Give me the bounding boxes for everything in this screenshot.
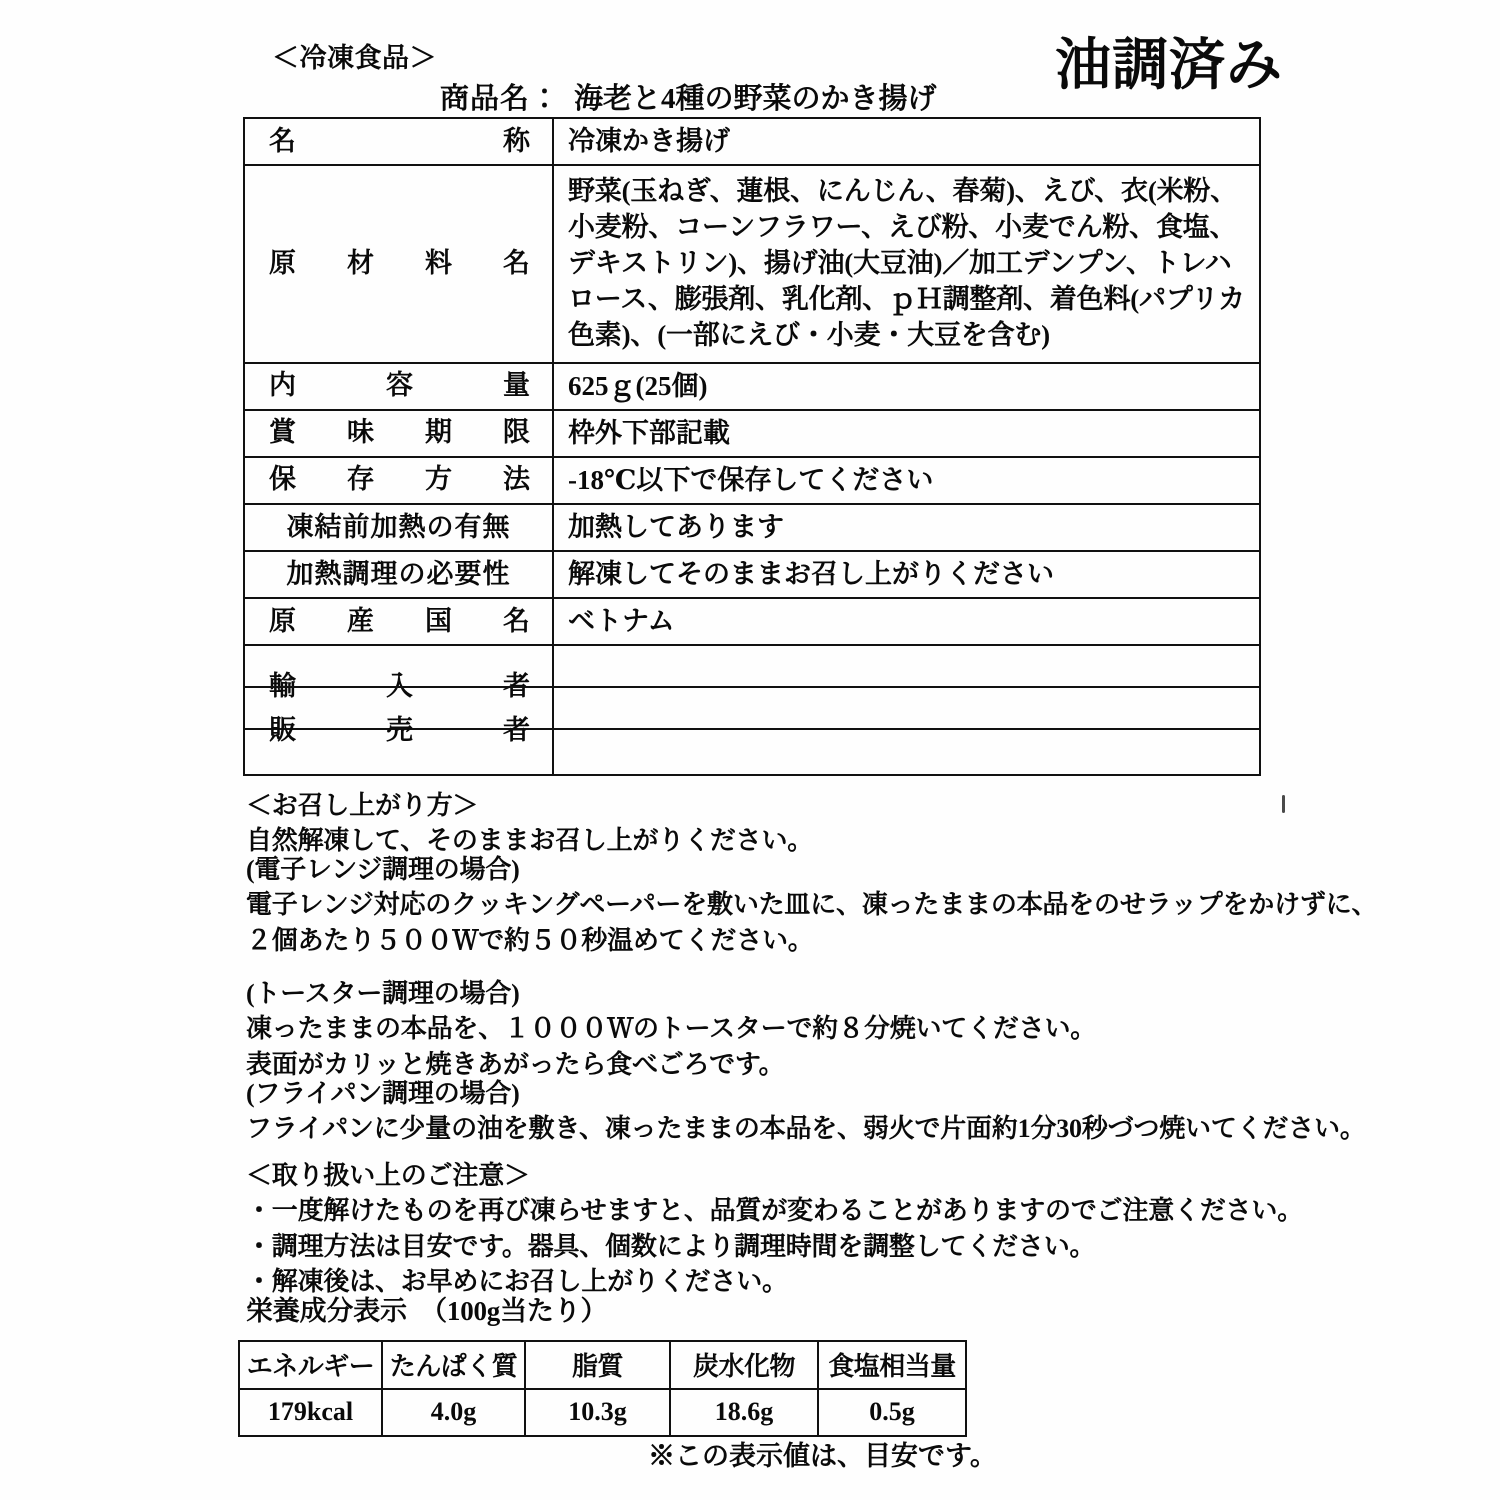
toaster-heading: (トースター調理の場合) (246, 979, 520, 1008)
microwave-block (246, 852, 1377, 958)
table-row (244, 598, 1260, 645)
nutrition-header-carbohydrate: 炭水化物 (670, 1341, 818, 1389)
spec-value-seller (554, 726, 1259, 736)
caution-block (246, 1158, 1303, 1299)
nutrition-table (238, 1340, 967, 1437)
spec-label-cooking-needed: 加熱調理の必要性 (286, 558, 511, 589)
frypan-block (246, 1076, 1366, 1147)
spec-label-name: 名称 (269, 125, 530, 156)
specification-table (243, 117, 1261, 730)
nutrition-value-salt: 0.5g (818, 1389, 966, 1436)
scan-artifact-mark (1282, 795, 1285, 813)
nutrition-value-energy: 179kcal (239, 1389, 382, 1436)
nutrition-value-carbohydrate: 18.6g (670, 1389, 818, 1436)
caution-item-2: ・調理方法は目安です。器具、個数により調理時間を調整してください。 (246, 1231, 1096, 1261)
spec-value-cooking-needed: 解凍してそのままお召し上がりください (568, 559, 1054, 589)
table-row (244, 118, 1260, 165)
spec-label-seller: 販売者 (269, 715, 530, 746)
spec-value-storage: -18℃以下で保存してください (568, 464, 934, 495)
toaster-line-1: 凍ったままの本品を、１０００Ｗのトースターで約８分焼いてください。 (246, 1014, 1097, 1044)
frypan-heading: (フライパン調理の場合) (246, 1079, 520, 1108)
product-name-label: 商品名： (440, 83, 561, 115)
table-row (244, 457, 1260, 504)
frozen-food-tag: ＜冷凍食品＞ (272, 43, 437, 73)
frypan-line-1: フライパンに少量の油を敷き、凍ったままの本品を、弱火で片面約1分30秒づつ焼いてください。 (246, 1114, 1366, 1144)
toaster-line-2: 表面がカリッと焼きあがったら食べごろです。 (246, 1049, 785, 1079)
spec-label-best-before: 賞味期限 (269, 417, 530, 448)
pre-fried-stamp: 油調済み (1055, 35, 1283, 97)
spec-label-importer: 輸入者 (269, 671, 530, 702)
microwave-heading: (電子レンジ調理の場合) (246, 855, 520, 884)
table-row (244, 504, 1260, 551)
table-row (244, 165, 1260, 363)
spec-label-preheated: 凍結前加熱の有無 (286, 511, 511, 542)
spec-value-country-of-origin: ベトナム (568, 606, 675, 637)
nutrition-header-salt: 食塩相当量 (818, 1341, 966, 1389)
nutrition-header-energy: エネルギー (239, 1341, 382, 1389)
product-name-line (440, 76, 937, 117)
caution-item-1: ・一度解けたものを再び凍らせますと、品質が変わることがありますのでご注意ください。 (246, 1196, 1304, 1226)
spec-label-storage: 保存方法 (269, 464, 530, 495)
table-row (244, 410, 1260, 457)
spec-value-net-weight: 625ｇ(25個) (568, 370, 708, 401)
nutrition-value-row (239, 1389, 966, 1436)
nutrition-note: ※この表示値は、目安です。 (648, 1441, 997, 1471)
table-row (244, 687, 1260, 775)
spec-value-name: 冷凍かき揚げ (568, 126, 730, 156)
table-row (244, 363, 1260, 410)
toaster-block (246, 976, 1096, 1082)
product-name-value: 海老と4種の野菜のかき揚げ (574, 83, 937, 115)
microwave-line-1: 電子レンジ対応のクッキングペーパーを敷いた皿に、凍ったままの本品をのせラップをかけずに、 (246, 890, 1378, 920)
spec-label-country-of-origin: 原産国名 (269, 605, 530, 636)
serving-block (246, 788, 813, 859)
spec-label-net-weight: 内容量 (269, 370, 530, 401)
serving-heading: ＜お召し上がり方＞ (246, 791, 479, 820)
table-row (244, 551, 1260, 598)
caution-item-3: ・解凍後は、お早めにお召し上がりください。 (246, 1267, 788, 1297)
caution-heading: ＜取り扱い上のご注意＞ (246, 1161, 530, 1190)
spec-label-ingredients: 原材料名 (269, 247, 530, 278)
nutrition-header-fat: 脂質 (525, 1341, 670, 1389)
spec-value-preheated: 加熱してあります (568, 511, 784, 542)
spec-value-ingredients: 野菜(玉ねぎ、蓮根、にんじん、春菊)、えび、衣(米粉、小麦粉、コーンフラワー、えび粉、小麦でん粉、食塩、デキストリン)、揚げ油(大豆油)／加工デンプン、トレハロース、膨張剤、乳化剤、ｐＨ調整剤、着色料(パプリカ色素)、(一部にえび・小麦・大豆を含む) (568, 176, 1245, 350)
nutrition-value-protein: 4.0g (382, 1389, 525, 1436)
serving-line-1: 自然解凍して、そのままお召し上がりください。 (246, 826, 814, 856)
nutrition-header-row (239, 1341, 966, 1389)
spec-value-best-before: 枠外下部記載 (568, 417, 730, 448)
nutrition-header-protein: たんぱく質 (382, 1341, 525, 1389)
microwave-line-2: ２個あたり５００Ｗで約５０秒温めてください。 (246, 925, 814, 955)
seller-table (243, 686, 1261, 776)
nutrition-title: 栄養成分表示 （100g当たり） (246, 1296, 608, 1326)
nutrition-value-fat: 10.3g (525, 1389, 670, 1436)
